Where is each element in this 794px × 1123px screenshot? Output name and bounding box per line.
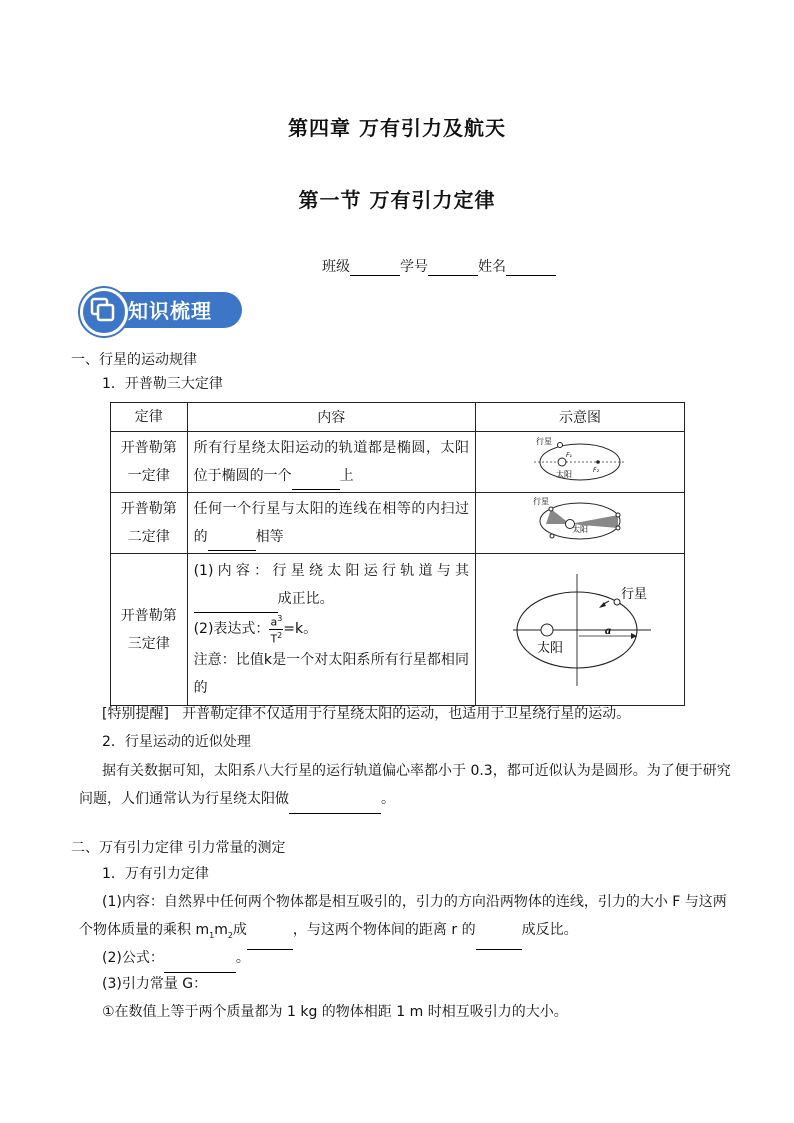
knowledge-badge [80, 288, 242, 332]
table-row [111, 432, 685, 493]
law-name: 开普勒第一定律 [111, 432, 188, 493]
law-name: 开普勒第二定律 [111, 493, 188, 554]
number-label: 学号 [400, 259, 428, 275]
svg-text:F₁: F₁ [565, 452, 572, 459]
axis-blank[interactable] [194, 596, 278, 613]
student-info [322, 256, 556, 276]
svg-text:太阳: 太阳 [571, 525, 588, 534]
law-content-line2: 个物体质量的乘积 $m_1m_2$成 ，与这两个物体间的距离 r 的 成反比。 [79, 916, 578, 950]
copy-pages-icon [89, 296, 117, 324]
part1-heading: 一、行星的运动规律 [71, 352, 197, 368]
part2-heading: 二、万有引力定律 引力常量的测定 [71, 840, 286, 856]
product-blank[interactable] [247, 933, 293, 950]
approx-paragraph: 据有关数据可知，太阳系八大行星的运行轨道偏心率都小于 0.3，都可近似认为是圆形。为了便于研究 [102, 763, 731, 779]
distance-blank[interactable] [476, 933, 522, 950]
table-row [111, 554, 685, 706]
constant-desc: ①在数值上等于两个质量都为 1 kg 的物体相距 1 m 时相互吸引力的大小。 [102, 1004, 568, 1020]
number-blank[interactable] [428, 259, 478, 276]
table-header: 定律 [111, 403, 188, 432]
formula-line: (2)公式： 。 [102, 944, 250, 973]
class-label: 班级 [322, 259, 350, 275]
approx-paragraph-cont: 问题，人们通常认为行星绕太阳做 。 [79, 785, 395, 814]
formula-fraction: $\frac{a^3}{T^2}$ [270, 614, 283, 646]
svg-text:F₂: F₂ [592, 467, 599, 474]
name-label: 姓名 [478, 259, 506, 275]
motion-blank[interactable] [289, 797, 381, 814]
chapter-title: 第四章 万有引力及航天 [288, 116, 506, 140]
kepler-table [110, 402, 685, 706]
svg-text:行星: 行星 [620, 586, 647, 602]
svg-text:行星: 行星 [532, 497, 549, 506]
class-blank[interactable] [350, 259, 400, 276]
diagram-first-law [475, 432, 684, 493]
part1-sub2: 2．行星运动的近似处理 [102, 734, 251, 750]
name-blank[interactable] [506, 259, 556, 276]
part1-sub1: 1．开普勒三大定律 [102, 376, 223, 392]
law-content: 所有行星绕太阳运动的轨道都是椭圆，太阳位于椭圆的一个 上 [187, 432, 475, 493]
diagram-second-law [475, 493, 684, 554]
table-row [111, 493, 685, 554]
focus-blank[interactable] [292, 473, 340, 490]
diagram-planet-label: 行星 [535, 437, 552, 446]
law-name: 开普勒第三定律 [111, 554, 188, 706]
special-tip: [特别提醒] 开普勒定律不仅适用于行星绕太阳的运动，也适用于卫星绕行星的运动。 [102, 706, 631, 722]
law-content: 任何一个行星与太阳的连线在相等的内扫过的 相等 [187, 493, 475, 554]
section-title: 第一节 万有引力定律 [298, 188, 496, 212]
svg-text:a: a [604, 622, 611, 637]
badge-label: 知识梳理 [128, 299, 212, 323]
constant-heading: (3)引力常量 G： [102, 976, 208, 992]
part2-sub1: 1．万有引力定律 [102, 866, 209, 882]
table-header: 示意图 [475, 403, 684, 432]
diagram-sun-label: 太阳 [555, 470, 572, 479]
table-header: 内容 [187, 403, 475, 432]
law-content: (1)内容：行星绕太阳运行轨道与其成正比。 (2)表达式： $\frac{a^3}{T^2}$ =k。 注意：比值k是一个对太阳系所有行星都相同的 [187, 554, 475, 706]
diagram-third-law [475, 554, 684, 706]
area-blank[interactable] [208, 534, 256, 551]
law-content-line1: (1)内容：自然界中任何两个物体都是相互吸引的，引力的方向沿两物体的连线，引力的大小 F 与这两 [102, 894, 727, 910]
table-header-row [111, 403, 685, 432]
svg-text:太阳: 太阳 [536, 640, 563, 656]
